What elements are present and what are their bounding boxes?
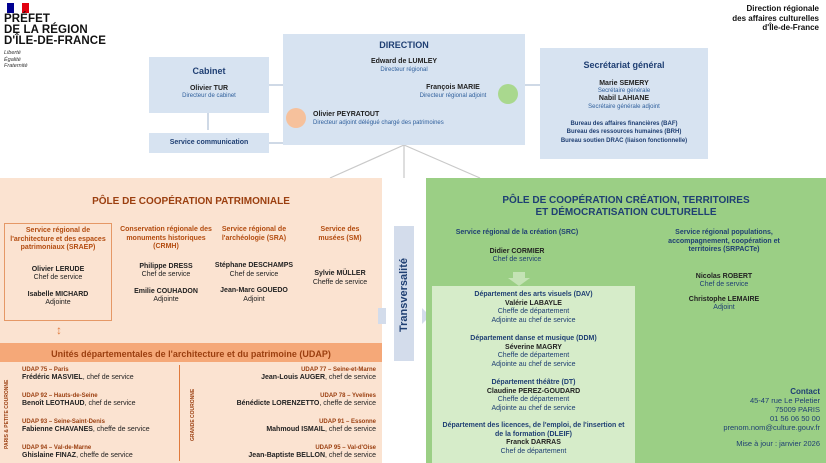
src-block: [432, 229, 602, 265]
contact-line: 75009 PARIS: [775, 405, 820, 414]
secretariat-title: Secrétariat général: [583, 60, 665, 70]
sraep-title: Service régional de l'architecture et des espaces patrimoniaux (SRAEP): [10, 227, 106, 251]
dept-dt: Département théâtre (DT) Claudine PEREZ-GOUDARD Cheffe de département Adjointe au chef de service: [486, 379, 581, 412]
udap-item-93: UDAP 93 – Seine-Saint-Denis Fabienne CHAVANES, cheffe de service: [22, 419, 150, 433]
srpacte-deputy-role: Adjoint: [713, 304, 735, 311]
srpacte-deputy-name: Christophe LEMAIRE: [688, 295, 760, 303]
contact-line: 45-47 rue Le Peletier: [749, 396, 820, 405]
udap-item-78: UDAP 78 – Yvelines Bénédicte LORENZETTO, cheffe de service: [236, 393, 376, 407]
sra-deputy-role: Adjoint: [243, 295, 265, 303]
secretariat-box: [540, 48, 708, 159]
sraep-deputy-role: Adjointe: [45, 299, 71, 306]
udap-title: Unités départementales de l'architecture et du patrimoine (UDAP): [51, 349, 331, 359]
crmh-block: [118, 226, 214, 305]
cabinet-box: [149, 57, 269, 113]
srpacte-head-name: Nicolas ROBERT: [695, 272, 753, 280]
crmh-head-role: Chef de service: [141, 271, 191, 278]
src-title: Service régional de la création (SRC): [455, 229, 579, 236]
direction-title: DIRECTION: [379, 40, 429, 50]
director-role: Directeur régional: [380, 66, 428, 73]
heritage-deputy-role: Directeur adjoint délégué chargé des patrimoines: [313, 119, 444, 126]
sga-role: Secrétaire générale adjoint: [588, 103, 660, 110]
sraep-deputy-name: Isabelle MICHARD: [27, 290, 89, 298]
sra-head-name: Stéphane DESCHAMPS: [214, 262, 294, 269]
service-communication-box: Service communication: [149, 133, 269, 153]
sra-deputy-name: Jean-Marc GOUEDO: [220, 287, 288, 294]
sra-title: Service régional de l'archéologie (SRA): [221, 226, 287, 242]
udap-item-94: UDAP 94 – Val-de-Marne Ghislaine FINAZ, cheffe de service: [22, 445, 133, 459]
udap-divider: [179, 365, 180, 461]
dept-ddm: Département danse et musique (DDM) Séverine MAGRY Cheffe de département Adjointe au chef de service: [470, 335, 597, 368]
bureau-item: Bureau des affaires financières (BAF): [570, 120, 678, 127]
crmh-title: Conservation régionale des monuments historiques (CRMH): [120, 226, 212, 250]
sg-name: Marie SEMERY: [599, 79, 649, 87]
heritage-deputy-name: Olivier PEYRATOUT: [313, 111, 380, 118]
sm-title: Service des musées (SM): [318, 226, 362, 242]
sraep-head-name: Olivier LERUDE: [31, 265, 85, 273]
deputy-block: [393, 84, 513, 100]
pole-patrimoine-title: PÔLE DE COOPÉRATION PATRIMONIALE: [92, 196, 290, 207]
contact-title: Contact: [790, 387, 820, 396]
udap-group-left-label: PARIS & PETITE COURONNE: [4, 379, 10, 449]
udap-item-91: UDAP 91 – Essonne Mahmoud ISMAIL, chef de service: [266, 419, 376, 433]
srpacte-block: [654, 229, 794, 313]
transversalite-label: Transversalité: [398, 258, 410, 332]
director-block: [283, 58, 525, 74]
src-head-role: Chef de service: [492, 256, 542, 263]
director-name: Edward de LUMLEY: [370, 58, 438, 65]
sra-head-role: Chef de service: [229, 270, 279, 278]
dept-dav: Département des arts visuels (DAV) Valérie LABAYLE Cheffe de département Adjointe au chef de service: [474, 291, 593, 324]
udap-item-75: UDAP 75 – Paris Frédéric MASVIEL, chef de service: [22, 367, 134, 381]
bureau-item: Bureau des ressources humaines (BRH): [566, 129, 682, 135]
sm-head-name: Sylvie MÜLLER: [314, 270, 366, 277]
sm-block: [298, 226, 382, 287]
sraep-box: [4, 223, 112, 321]
deputy-role: Directeur régional adjoint: [419, 92, 487, 99]
srpacte-title: Service régional populations, accompagnement, coopération et territoires (SRPACTe): [668, 229, 780, 253]
cabinet-director-name: Olivier TUR: [189, 84, 229, 92]
dept-dleif: Département des licences, de l'emploi, de l'insertion et de la formation (DLEIF) Franck DARRAS Chef de département: [442, 422, 625, 455]
sg-role: Secrétaire générale: [597, 88, 651, 94]
contact-line: 01 56 06 50 00: [769, 414, 820, 423]
crmh-deputy-role: Adjointe: [153, 296, 179, 303]
udap-item-92: UDAP 92 – Hauts-de-Seine Benoît LEOTHAUD, chef de service: [22, 393, 136, 407]
down-arrow-icon: [508, 272, 530, 286]
cabinet-title: Cabinet: [192, 66, 226, 76]
src-departments-panel: [432, 286, 635, 463]
pole-creation-title: PÔLE DE COOPÉRATION CRÉATION, TERRITOIRES ET DÉMOCRATISATION CULTURELLE: [502, 195, 750, 218]
contact-block: [670, 387, 820, 448]
prefet-logo-title: PRÉFET DE LA RÉGION D'ÎLE-DE-FRANCE: [4, 13, 106, 47]
sga-name: Nabil LAHIANE: [598, 95, 650, 102]
updown-arrow-icon: ↕: [56, 323, 62, 337]
crmh-head-name: Philippe DRESS: [139, 262, 193, 270]
heritage-deputy-block: [313, 111, 523, 127]
srpacte-head-role: Chef de service: [699, 281, 749, 288]
bureau-item: Bureau soutien DRAC (liaison fonctionnelle): [560, 137, 688, 144]
udap-item-95: UDAP 95 – Val-d'Oise Jean-Baptiste BELLON, chef de service: [248, 445, 376, 459]
bureaus-list: [540, 120, 708, 146]
drac-title: Direction régionale des affaires culturelles d'Île-de-France: [732, 4, 819, 32]
deputy-name: François MARIE: [426, 84, 480, 91]
cabinet-director-role: Directeur de cabinet: [182, 93, 236, 99]
contact-email: prenom.nom@culture.gouv.fr: [723, 423, 820, 432]
udap-item-77: UDAP 77 – Seine-et-Marne Jean-Louis AUGER, chef de service: [261, 367, 376, 381]
green-dot-icon: [498, 84, 518, 104]
src-head-name: Didier CORMIER: [489, 247, 545, 255]
udap-group-right-label: GRANDE COURONNE: [190, 388, 196, 442]
crmh-deputy-name: Emilie COUHADON: [134, 287, 198, 295]
update-date: Mise à jour : janvier 2026: [736, 439, 820, 448]
sra-block: [208, 226, 300, 304]
sraep-head-role: Chef de service: [33, 274, 83, 281]
republic-motto: Liberté Égalité Fraternité: [4, 50, 28, 69]
direction-box: [283, 34, 525, 145]
sm-head-role: Cheffe de service: [312, 278, 368, 286]
orange-dot-icon: [286, 108, 306, 128]
